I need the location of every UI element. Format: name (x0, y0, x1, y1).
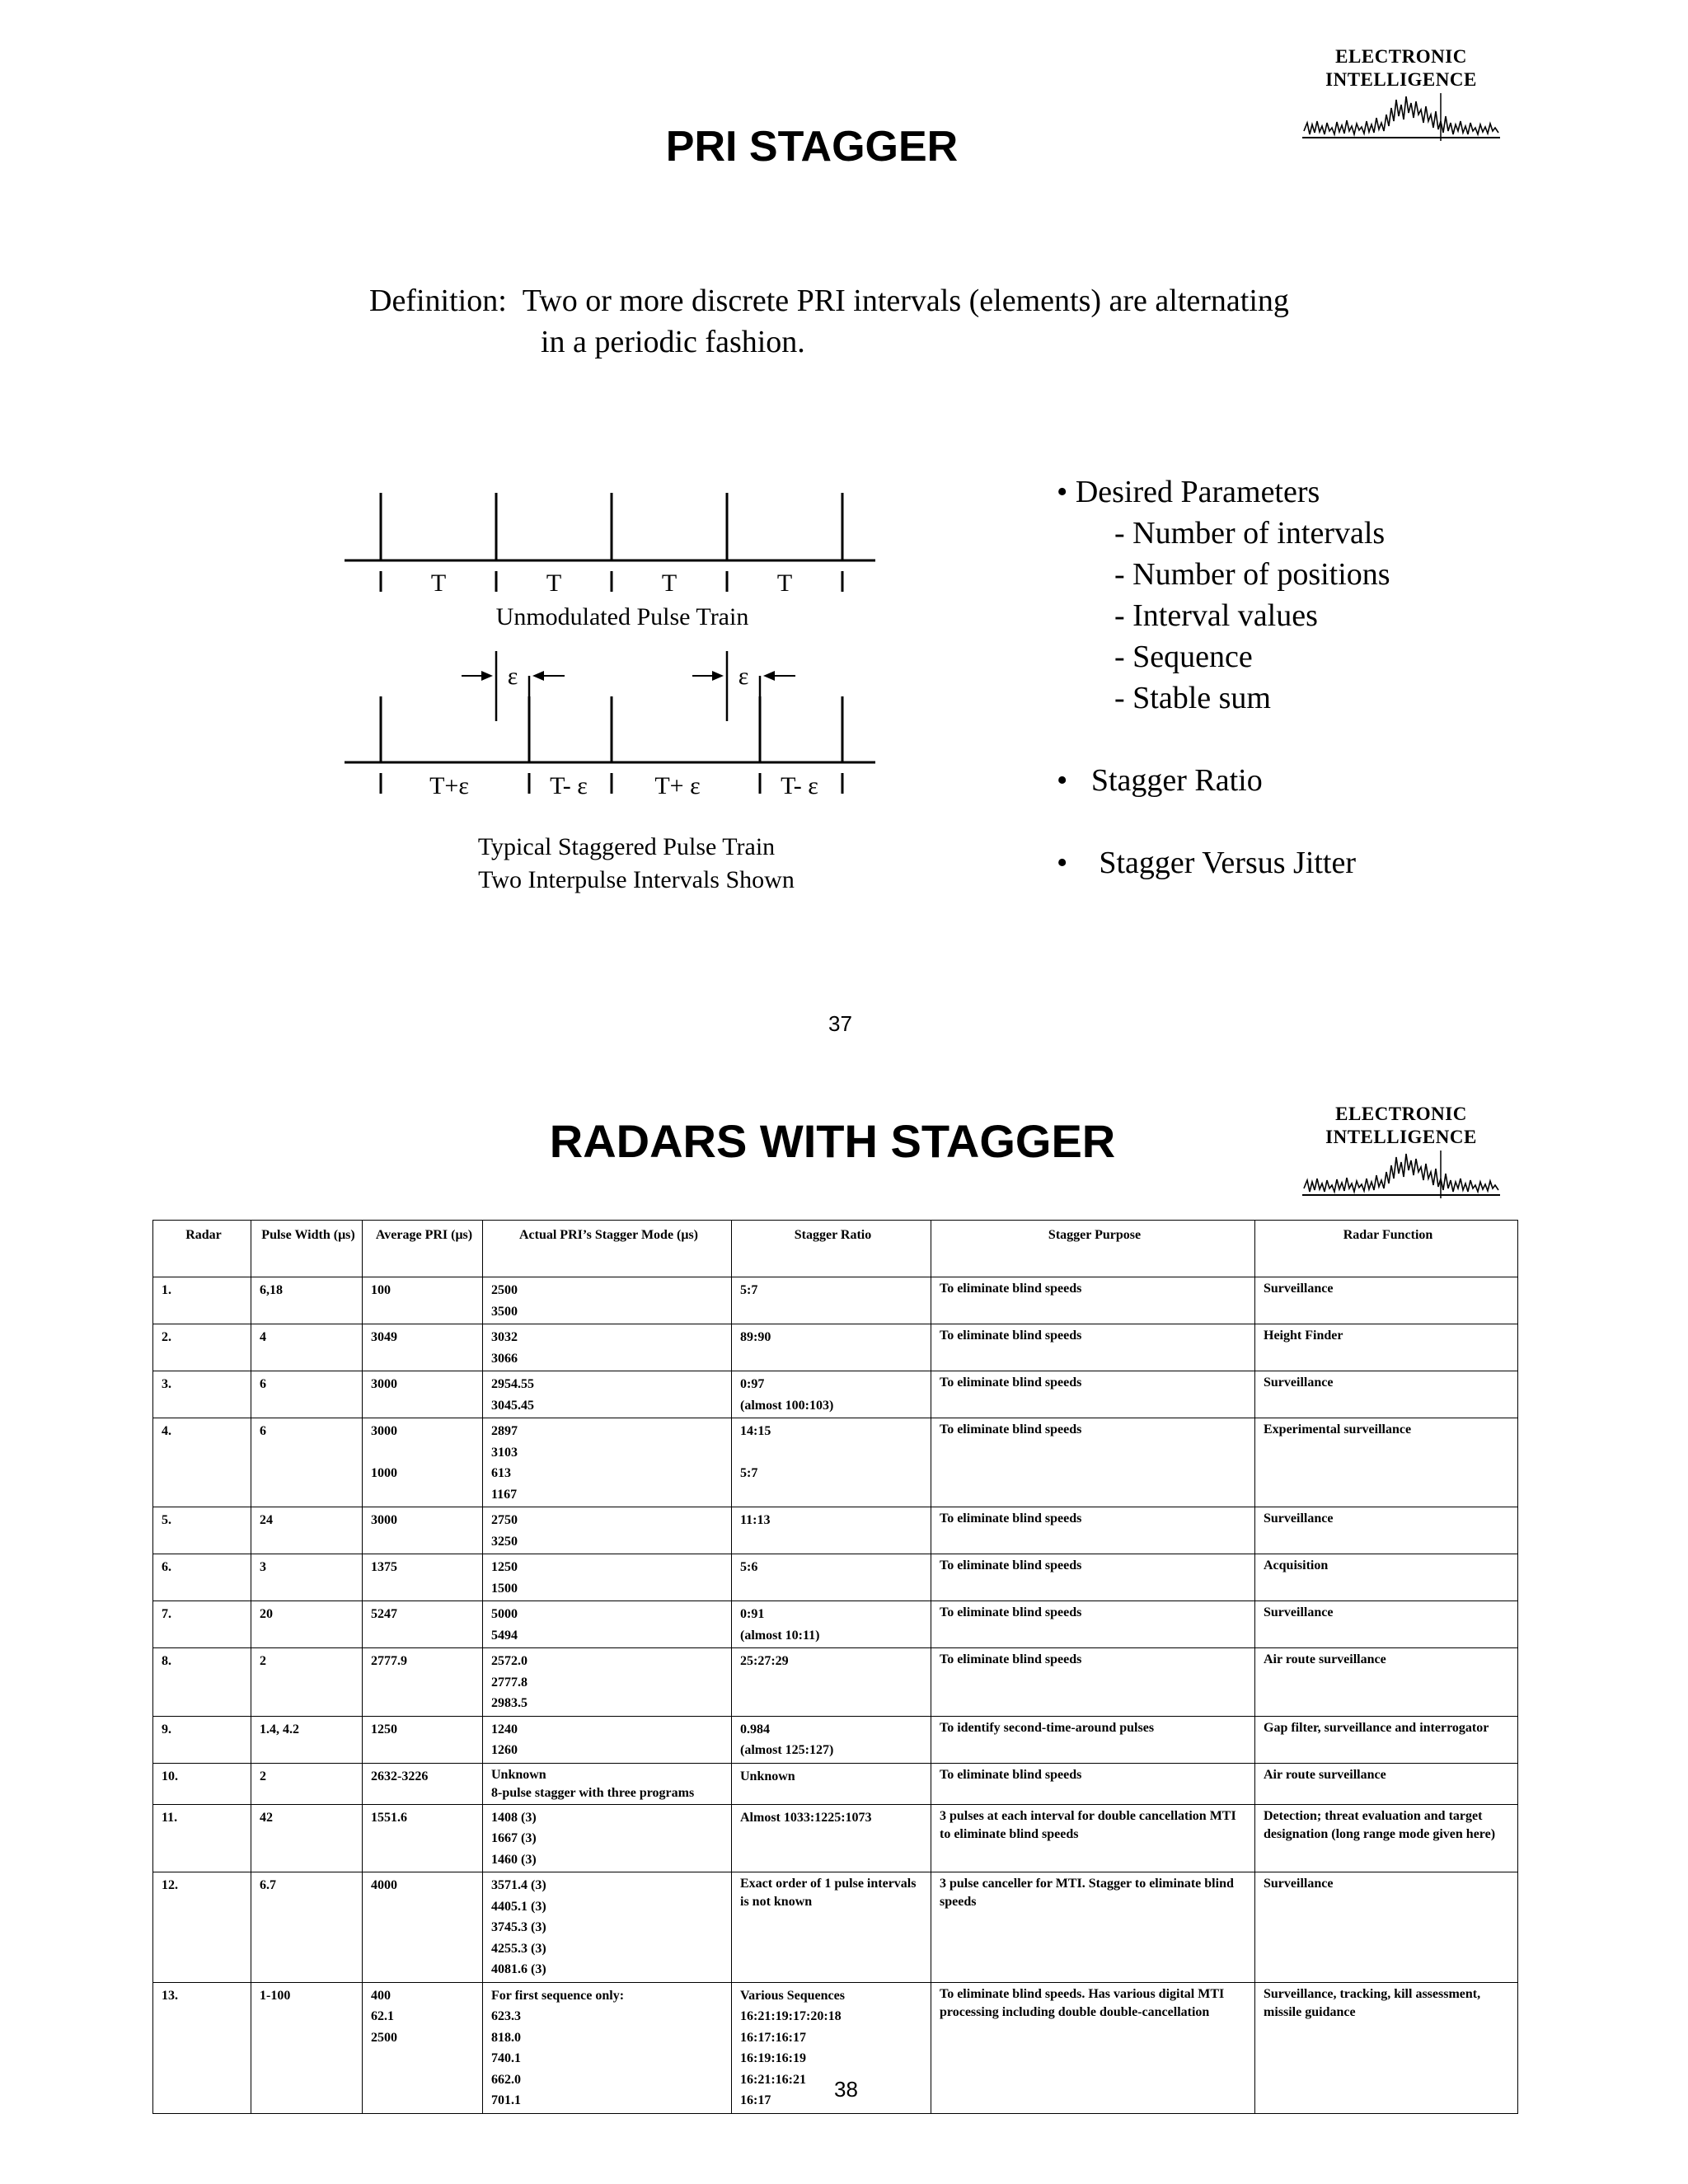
cell-pulse-width (251, 1804, 363, 1872)
cell-line: 3500 (491, 1304, 518, 1319)
cell-radar (153, 1982, 251, 2113)
cell-line: 100 (371, 1283, 391, 1297)
cell-stagger-ratio (732, 1648, 931, 1717)
radars-table (152, 1220, 1518, 2114)
cell-stagger-mode (483, 1277, 732, 1324)
definition-block (369, 280, 1523, 363)
cell-line: 4. (162, 1424, 171, 1438)
cell-line: 3032 (491, 1330, 518, 1344)
cell-stagger-ratio (732, 1601, 931, 1648)
cell-stagger-purpose (931, 1418, 1255, 1507)
cell-average-pri (363, 1601, 483, 1648)
cell-stagger-mode (483, 1648, 732, 1717)
cell-line: Surveillance (1264, 1877, 1334, 1891)
cell-line: 2. (162, 1330, 171, 1344)
header-stagger-ratio: Stagger Ratio (732, 1221, 931, 1277)
cell-line: Unknown (491, 1767, 546, 1782)
cell-line: 1167 (491, 1487, 518, 1502)
sub-item: - Sequence (1114, 640, 1253, 674)
cell-line: 2897 (491, 1424, 518, 1438)
cell-stagger-purpose (931, 1982, 1255, 2113)
cell-line: 0:91 (740, 1607, 765, 1621)
cell-average-pri (363, 1554, 483, 1601)
cell-line: 3. (162, 1377, 171, 1391)
cell-radar-function (1255, 1371, 1518, 1418)
arrow-right-icon (712, 671, 724, 681)
interval-label-t: T (430, 569, 447, 597)
interval-label: T+ε (429, 772, 469, 799)
cell-line: 9. (162, 1722, 171, 1736)
cell-line: 662.0 (491, 2072, 521, 2087)
cell-line: 2 (260, 1654, 266, 1668)
cell-radar-function (1255, 1872, 1518, 1983)
cell-stagger-mode (483, 1554, 732, 1601)
cell-line: To eliminate blind speeds (940, 1422, 1082, 1436)
cell-line: 8-pulse stagger with three programs (491, 1785, 695, 1800)
epsilon-label: ε (738, 663, 749, 690)
cell-line: 1. (162, 1283, 171, 1297)
cell-radar (153, 1324, 251, 1371)
cell-stagger-purpose (931, 1324, 1255, 1371)
cell-radar-function (1255, 1716, 1518, 1763)
page-number-38: 38 (834, 2077, 858, 2102)
table-row (153, 1872, 1518, 1983)
cell-line: Almost 1033:1225:1073 (740, 1810, 872, 1825)
cell-radar-function (1255, 1982, 1518, 2113)
cell-line: 1500 (491, 1581, 518, 1596)
cell-line: 3049 (371, 1330, 397, 1344)
cell-radar (153, 1872, 251, 1983)
cell-line: 1667 (3) (491, 1831, 537, 1845)
cell-line: 3066 (491, 1351, 518, 1366)
header-pulse-width: Pulse Width (μs) (251, 1221, 363, 1277)
cell-line: 2632-3226 (371, 1769, 429, 1783)
cell-radar-function (1255, 1648, 1518, 1717)
cell-radar (153, 1554, 251, 1601)
cell-stagger-purpose (931, 1804, 1255, 1872)
cell-line: 3745.3 (3) (491, 1920, 546, 1934)
cell-radar (153, 1507, 251, 1554)
cell-line: 11:13 (740, 1513, 771, 1527)
cell-radar (153, 1601, 251, 1648)
cell-line: 16:21:16:21 (740, 2072, 806, 2087)
cell-line: 5000 (491, 1607, 518, 1621)
interval-label-t: T (776, 569, 793, 597)
cell-line: To eliminate blind speeds (940, 1605, 1082, 1619)
cell-line: Exact order of 1 pulse intervals is not known (740, 1877, 917, 1909)
cell-line: Various Sequences (740, 1988, 845, 2003)
cell-stagger-purpose (931, 1716, 1255, 1763)
cell-radar (153, 1277, 251, 1324)
table-row (153, 1554, 1518, 1601)
cell-average-pri (363, 1324, 483, 1371)
cell-stagger-ratio (732, 1804, 931, 1872)
interval-label-t: T (661, 569, 678, 597)
cell-line: 1260 (491, 1743, 518, 1757)
cell-line: 6,18 (260, 1283, 283, 1297)
cell-line: 6. (162, 1560, 171, 1574)
cell-line: 6 (260, 1377, 266, 1391)
cell-line: 4000 (371, 1878, 397, 1892)
cell-line: 10. (162, 1769, 178, 1783)
cell-stagger-mode (483, 1418, 732, 1507)
cell-line: To eliminate blind speeds (940, 1329, 1082, 1343)
cell-stagger-mode (483, 1601, 732, 1648)
cell-line: Air route surveillance (1264, 1767, 1386, 1782)
definition-line1: Two or more discrete PRI intervals (elements) are alternating (522, 284, 1289, 318)
table-header-row (153, 1221, 1518, 1277)
logo-line2: INTELLIGENCE (1325, 69, 1477, 90)
cell-stagger-mode (483, 1507, 732, 1554)
cell-line: 5247 (371, 1607, 397, 1621)
cell-line: Experimental surveillance (1264, 1422, 1412, 1436)
cell-line: 12. (162, 1878, 178, 1892)
cell-line: Height Finder (1264, 1329, 1343, 1343)
cell-line: 1240 (491, 1722, 518, 1736)
cell-stagger-purpose (931, 1763, 1255, 1804)
cell-stagger-ratio (732, 1324, 931, 1371)
cell-radar-function (1255, 1418, 1518, 1507)
cell-radar (153, 1648, 251, 1717)
cell-line: 3045.45 (491, 1398, 534, 1413)
cell-line: 62.1 (371, 2009, 394, 2023)
table-body (153, 1277, 1518, 2114)
cell-stagger-purpose (931, 1601, 1255, 1648)
cell-stagger-mode (483, 1872, 732, 1983)
bullet-stagger-vs-jitter: • Stagger Versus Jitter (1057, 846, 1357, 880)
bullet-desired-parameters: • Desired Parameters (1057, 475, 1320, 509)
sub-item: - Stable sum (1114, 681, 1271, 715)
cell-pulse-width (251, 1763, 363, 1804)
sub-item: - Number of intervals (1114, 516, 1386, 551)
cell-line: Surveillance (1264, 1376, 1334, 1390)
cell-line: Detection; threat evaluation and target designation (long range mode given here) (1264, 1808, 1496, 1841)
cell-line (740, 1442, 926, 1464)
cell-stagger-ratio (732, 1507, 931, 1554)
cell-line: To identify second-time-around pulses (940, 1720, 1155, 1735)
cell-line: 3250 (491, 1534, 518, 1549)
cell-line: To eliminate blind speeds (940, 1511, 1082, 1526)
cell-line: 3571.4 (3) (491, 1878, 546, 1892)
interval-label: T- ε (550, 772, 588, 799)
cell-average-pri (363, 1418, 483, 1507)
table-row (153, 1371, 1518, 1418)
cell-line: 7. (162, 1607, 171, 1621)
cell-stagger-mode (483, 1982, 732, 2113)
cell-line: 1250 (371, 1722, 397, 1736)
epsilon-label: ε (507, 663, 518, 690)
cell-line (371, 1442, 477, 1464)
cell-line: For first sequence only: (491, 1988, 625, 2003)
cell-pulse-width (251, 1716, 363, 1763)
cell-line: 0:97 (740, 1377, 765, 1391)
cell-average-pri (363, 1371, 483, 1418)
cell-radar-function (1255, 1277, 1518, 1324)
cell-line: To eliminate blind speeds. Has various digital MTI processing including double double-cancellation (940, 1986, 1225, 2019)
cell-line: 2954.55 (491, 1377, 534, 1391)
header-stagger-purpose: Stagger Purpose (931, 1221, 1255, 1277)
cell-pulse-width (251, 1872, 363, 1983)
arrow-right-icon (481, 671, 493, 681)
table-row (153, 1804, 1518, 1872)
cell-average-pri (363, 1763, 483, 1804)
header-radar-function: Radar Function (1255, 1221, 1518, 1277)
cell-line: 2500 (371, 2030, 397, 2045)
cell-line: To eliminate blind speeds (940, 1558, 1082, 1572)
cell-line: 400 (371, 1988, 391, 2003)
table-row (153, 1601, 1518, 1648)
cell-stagger-ratio (732, 1418, 931, 1507)
cell-stagger-ratio (732, 1716, 931, 1763)
cell-stagger-ratio (732, 1763, 931, 1804)
cell-line: Acquisition (1264, 1558, 1329, 1572)
arrow-left-icon (763, 671, 775, 681)
cell-average-pri (363, 1277, 483, 1324)
pulse-train-diagram (330, 478, 907, 907)
cell-line: 3 pulse canceller for MTI. Stagger to eliminate blind speeds (940, 1877, 1234, 1909)
table-row (153, 1716, 1518, 1763)
cell-radar-function (1255, 1804, 1518, 1872)
cell-stagger-ratio (732, 1982, 931, 2113)
cell-line: 16:19:16:19 (740, 2051, 806, 2065)
staggered-caption-line1: Typical Staggered Pulse Train (477, 833, 776, 860)
cell-stagger-purpose (931, 1554, 1255, 1601)
cell-radar (153, 1716, 251, 1763)
cell-line: 3 (260, 1560, 266, 1574)
cell-line: 2983.5 (491, 1696, 528, 1710)
cell-line: 1408 (3) (491, 1810, 537, 1825)
cell-pulse-width (251, 1601, 363, 1648)
cell-line: 24 (260, 1513, 273, 1527)
cell-line: Air route surveillance (1264, 1652, 1386, 1666)
cell-pulse-width (251, 1648, 363, 1717)
sub-item: - Number of positions (1114, 557, 1390, 592)
cell-line: 740.1 (491, 2051, 521, 2065)
header-stagger-mode: Actual PRI’s Stagger Mode (μs) (483, 1221, 732, 1277)
table-row (153, 1324, 1518, 1371)
cell-line: 623.3 (491, 2009, 521, 2023)
cell-radar (153, 1804, 251, 1872)
logo-line2: INTELLIGENCE (1325, 1127, 1477, 1147)
cell-line: 1-100 (260, 1988, 291, 2003)
cell-line: 6 (260, 1424, 266, 1438)
cell-stagger-purpose (931, 1277, 1255, 1324)
section-title: RADARS WITH STAGGER (549, 1115, 1116, 1167)
table-row (153, 1277, 1518, 1324)
cell-stagger-purpose (931, 1507, 1255, 1554)
cell-radar-function (1255, 1554, 1518, 1601)
cell-average-pri (363, 1872, 483, 1983)
cell-average-pri (363, 1982, 483, 2113)
cell-average-pri (363, 1507, 483, 1554)
header-average-pri: Average PRI (μs) (363, 1221, 483, 1277)
arrow-left-icon (532, 671, 544, 681)
cell-line: Surveillance (1264, 1605, 1334, 1619)
cell-line: Surveillance (1264, 1511, 1334, 1526)
cell-line: 6.7 (260, 1878, 276, 1892)
cell-line: 5. (162, 1513, 171, 1527)
cell-line: 2777.8 (491, 1675, 528, 1690)
sub-item: - Interval values (1114, 598, 1318, 633)
cell-stagger-purpose (931, 1872, 1255, 1983)
cell-stagger-mode (483, 1324, 732, 1371)
cell-stagger-ratio (732, 1277, 931, 1324)
interval-label: T+ ε (654, 772, 701, 799)
cell-line: To eliminate blind speeds (940, 1282, 1082, 1296)
cell-pulse-width (251, 1554, 363, 1601)
cell-average-pri (363, 1716, 483, 1763)
interval-label-t: T (546, 569, 562, 597)
cell-line: 14:15 (740, 1424, 771, 1438)
cell-line: To eliminate blind speeds (940, 1767, 1082, 1782)
cell-line: 1551.6 (371, 1810, 407, 1825)
cell-line: 2572.0 (491, 1654, 528, 1668)
logo-line1: ELECTRONIC (1335, 46, 1467, 67)
cell-pulse-width (251, 1982, 363, 2113)
cell-line: 89:90 (740, 1330, 771, 1344)
cell-line: (almost 10:11) (740, 1628, 820, 1643)
cell-line: 13. (162, 1988, 178, 2003)
cell-line: 16:21:19:17:20:18 (740, 2009, 842, 2023)
cell-stagger-ratio (732, 1872, 931, 1983)
cell-stagger-ratio (732, 1371, 931, 1418)
page-title: PRI STAGGER (665, 123, 959, 171)
cell-line: 1375 (371, 1560, 397, 1574)
cell-line: Gap filter, surveillance and interrogator (1264, 1720, 1489, 1735)
cell-line: 3103 (491, 1445, 518, 1460)
cell-radar-function (1255, 1324, 1518, 1371)
cell-line: 4 (260, 1330, 266, 1344)
cell-line: Surveillance, tracking, kill assessment, missile guidance (1264, 1986, 1481, 2019)
cell-line: Surveillance (1264, 1282, 1334, 1296)
cell-stagger-purpose (931, 1371, 1255, 1418)
cell-pulse-width (251, 1371, 363, 1418)
cell-average-pri (363, 1648, 483, 1717)
logo-line1: ELECTRONIC (1335, 1104, 1467, 1124)
staggered-caption-line2: Two Interpulse Intervals Shown (478, 866, 795, 893)
cell-line: 2 (260, 1769, 266, 1783)
cell-stagger-mode (483, 1804, 732, 1872)
cell-line: 5:7 (740, 1466, 758, 1480)
cell-pulse-width (251, 1507, 363, 1554)
cell-line: 3 pulses at each interval for double cancellation MTI to eliminate blind speeds (940, 1808, 1236, 1841)
cell-line: 3000 (371, 1424, 397, 1438)
unmodulated-caption: Unmodulated Pulse Train (495, 603, 749, 630)
cell-line: 4081.6 (3) (491, 1962, 546, 1976)
definition-label: Definition: (369, 284, 507, 318)
cell-line: (almost 100:103) (740, 1398, 834, 1413)
cell-radar (153, 1763, 251, 1804)
cell-stagger-ratio (732, 1554, 931, 1601)
cell-line: 1.4, 4.2 (260, 1722, 299, 1736)
cell-line: 2750 (491, 1513, 518, 1527)
cell-line: 25:27:29 (740, 1654, 789, 1668)
cell-line: 5494 (491, 1628, 518, 1643)
table-row (153, 1648, 1518, 1717)
cell-line: 42 (260, 1810, 273, 1825)
cell-stagger-mode (483, 1371, 732, 1418)
cell-average-pri (363, 1804, 483, 1872)
cell-line: To eliminate blind speeds (940, 1376, 1082, 1390)
header-radar: Radar (153, 1221, 251, 1277)
table-row (153, 1418, 1518, 1507)
cell-radar-function (1255, 1601, 1518, 1648)
table-row (153, 1763, 1518, 1804)
cell-radar-function (1255, 1507, 1518, 1554)
cell-stagger-purpose (931, 1648, 1255, 1717)
cell-line: 701.1 (491, 2093, 521, 2107)
cell-line: 0.984 (740, 1722, 770, 1736)
cell-line: 11. (162, 1810, 178, 1825)
cell-line: 2500 (491, 1283, 518, 1297)
cell-radar-function (1255, 1763, 1518, 1804)
interval-label: T- ε (781, 772, 818, 799)
cell-line: 4255.3 (3) (491, 1941, 546, 1956)
cell-pulse-width (251, 1277, 363, 1324)
cell-line: 818.0 (491, 2030, 521, 2045)
cell-line: (almost 125:127) (740, 1743, 834, 1757)
cell-line: 16:17 (740, 2093, 771, 2107)
bullet-stagger-ratio: • Stagger Ratio (1057, 763, 1263, 798)
cell-line: 2777.9 (371, 1654, 407, 1668)
cell-radar (153, 1418, 251, 1507)
cell-line: 3000 (371, 1377, 397, 1391)
cell-line: 4405.1 (3) (491, 1899, 546, 1914)
cell-line: 3000 (371, 1513, 397, 1527)
cell-pulse-width (251, 1324, 363, 1371)
definition-line2: in a periodic fashion. (541, 325, 805, 359)
cell-pulse-width (251, 1418, 363, 1507)
cell-radar (153, 1371, 251, 1418)
cell-line: 20 (260, 1607, 273, 1621)
parameters-list (1057, 471, 1634, 883)
cell-stagger-mode (483, 1716, 732, 1763)
cell-line: 1460 (3) (491, 1852, 537, 1867)
cell-line: 1000 (371, 1466, 397, 1480)
table-row (153, 1507, 1518, 1554)
cell-line: 613 (491, 1466, 511, 1480)
page-number-37: 37 (828, 1011, 852, 1036)
cell-line: To eliminate blind speeds (940, 1652, 1082, 1666)
cell-line: 8. (162, 1654, 171, 1668)
cell-line: 5:6 (740, 1560, 758, 1574)
cell-line: Unknown (740, 1769, 795, 1783)
cell-line: 16:17:16:17 (740, 2030, 806, 2045)
cell-line: 5:7 (740, 1283, 758, 1297)
cell-stagger-mode (483, 1763, 732, 1804)
cell-line: 1250 (491, 1560, 518, 1574)
